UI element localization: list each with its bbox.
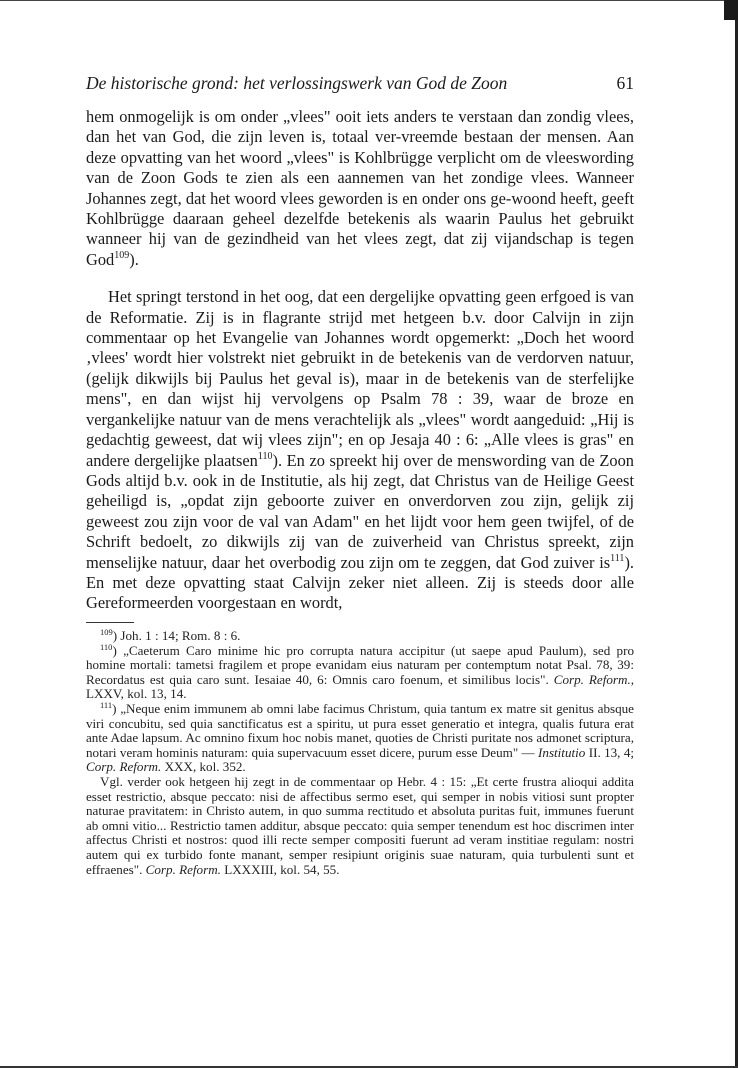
footnote-111-ref: XXX, kol. 352. <box>164 759 246 775</box>
footnote-110 <box>86 641 634 702</box>
paragraph-2 <box>86 287 634 614</box>
body-text <box>86 107 634 614</box>
paragraph-2-part-b: ). En zo spreekt hij over de menswording van de Zoon Gods altijd b.v. ook in de Institutie, als hij zegt, dat Christus van de Heilige Geest geheiligd is, „opdat zijn geboorte zuiver en onverdorven zou zijn, gelijk zij geweest zou zijn voor de val van Adam" en het lijdt voor hem geen twijfel, of de Schrift bedoelt, zo dikwijls zij van de zuiverheid van Christus spreekt, zijn menselijke natuur, daar het overbodig zou zijn om te zeggen, dat God zuiver is <box>86 450 635 572</box>
page-number: 61 <box>616 73 634 93</box>
footnote-111b-source: Corp. Reform. <box>145 861 221 877</box>
footnote-109 <box>86 629 634 644</box>
footnote-111-source-1: Institutio <box>538 744 586 760</box>
footnote-ref-109: 109 <box>114 249 130 261</box>
page-top-edge <box>0 0 735 1</box>
footnote-109-text: ) Joh. 1 : 14; Rom. 8 : 6. <box>112 628 241 643</box>
page-corner-shadow <box>724 0 738 20</box>
footnote-number-109: 109 <box>100 627 113 637</box>
paragraph-2-part-a: Het springt terstond in het oog, dat een dergelijke opvatting geen erfgoed is van de Reformatie. Zij is in flagrante strijd met hetgeen b.v. door Calvijn in zijn commentaar op het Evangelie van Johannes wordt opgemerkt: „Doch het woord ‚vlees' wordt hier volstrekt niet gebruikt in de betekenis van de verdorven natuur, (gelijk dikwijls bij Paulus het geval is), maar in de betekenis van de sterfelijke mens", en dan wijst hij vervolgens op Psalm 78 : 39, waar de broze en vergankelijke natuur van de mens verachtelijk als „vlees" wordt aangeduid: „Hij is gedachtig geweest, dat wij vlees zijn"; en op Jesaja 40 : 6: „Alle vlees is gras" en andere dergelijke plaatsen <box>86 287 634 470</box>
footnote-ref-110: 110 <box>257 450 273 462</box>
footnote-ref-111: 111 <box>610 552 625 564</box>
footnote-111b-ref: LXXXIII, kol. 54, 55. <box>224 861 340 877</box>
footnote-110-source: Corp. Reform., <box>553 671 634 687</box>
footnote-110-text: ) „Caeterum Caro minime hic pro corrupta natura accipitur (ut saepe apud Paulum), sed pro homine mortali: tametsi fragilem et prope evanidam eius naturam per contemptum notat Psal. 78, 39: Recordatus est quia caro sunt. Iesaiae 40, 6: Omnis caro foenum, et similibus locis". <box>86 642 634 687</box>
running-head <box>86 72 634 96</box>
footnote-rule <box>86 622 134 623</box>
paragraph-1-text: hem onmogelijk is om onder „vlees" ooit iets anders te verstaan dan zondig vlees, dan het van God, die zijn leven is, totaal ver-vreemde bestaan der mensen. Aan deze opvatting van het woord „vlees" is Kohlbrügge verplicht om de vleeswording van de Zoon Gods te zien als een aannemen van het zondige vlees. Wanneer Johannes zegt, dat het woord vlees geworden is en onder ons ge-woond heeft, geeft Kohlbrügge daaraan geheel dezelfde betekenis als waarin Paulus het gebruikt wanneer hij van de gezindheid van het vlees zegt, dat zij vijandschap is tegen God <box>86 107 634 269</box>
footnote-110-ref: LXXV, kol. 13, 14. <box>86 686 187 702</box>
footnote-111-text: ) „Neque enim immunem ab omni labe facimus Christum, quia tantum ex matre sit genitus absque viri concubitu, sed quia sanctificatus est a spiritu, ut pura esset generatio et integra, qualis futura erat ante Adae lapsum. Ac omnino fixum hoc nobis manet, quoties de Christi puritate nos admonet scriptura, notari veram hominis naturam: quia supervacuum esset dicere, purum esse Deum" — <box>86 700 634 760</box>
footnotes <box>86 629 634 877</box>
paragraph-1 <box>86 107 634 270</box>
running-title: De historische grond: het verlossingswerk van God de Zoon <box>86 73 508 93</box>
footnote-111 <box>86 699 635 775</box>
footnote-number-111: 111 <box>100 699 113 710</box>
footnote-111-continuation <box>86 775 634 877</box>
footnote-111-source-2: Corp. Reform. <box>86 759 162 775</box>
paragraph-1-tail: ). <box>129 249 139 269</box>
paragraph-2-part-c: ). En met deze opvatting staat Calvijn zeker niet alleen. Zij is steeds door alle Gereformeerden voorgestaan en wordt, <box>86 552 634 613</box>
footnote-number-110: 110 <box>100 641 113 652</box>
footnote-111-mid: II. 13, 4; <box>588 744 635 760</box>
footnote-111b-text: Vgl. verder ook hetgeen hij zegt in de commentaar op Hebr. 4 : 15: „Et certe frustra alioqui addita esset restrictio, absque peccato: nisi de affectibus sermo eset, qui semper in nobis vitiosi sunt propter naturae pravitatem: in Christo autem, in quo summa rectitudo et absoluta puritas fuit, immunes fuerunt ab omni vitio... Restrictio tamen additur, absque peccato: quia semper tenendum est hoc discrimen inter affectus Christi et nostros: quod illi recte semper compositi fuerunt ad veram institiae regulam: nostri autem qui ex turbido fonte manant, semper resipiunt originis suae naturam, quia turbulenti sunt et effraenes". <box>86 773 634 877</box>
